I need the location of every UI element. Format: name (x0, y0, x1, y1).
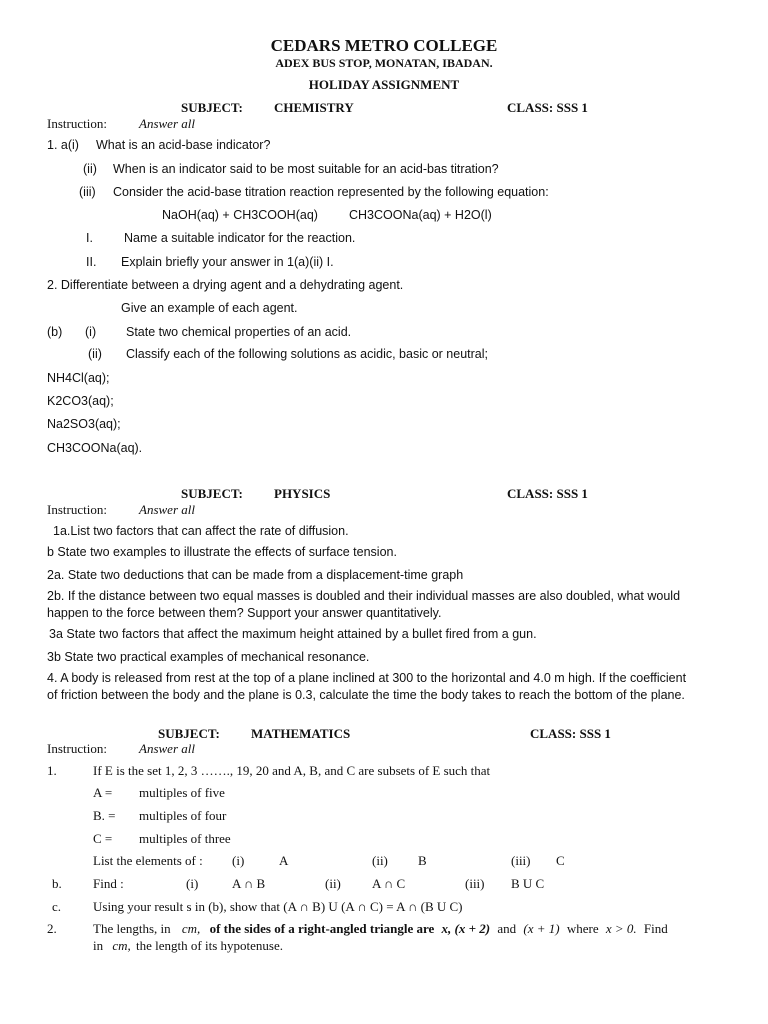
math-qb-iii-value: B U C (511, 876, 545, 891)
chem-qb-label: (b) (47, 325, 63, 339)
chem-solution-3: Na2SO3(aq); (47, 417, 121, 431)
math-q2-number: 2. (47, 921, 57, 936)
math-q2-part2: of the sides of a right-angled triangle are (209, 921, 435, 936)
chem-qI-text: Name a suitable indicator for the reaction. (124, 231, 356, 245)
math-subject-name: MATHEMATICS (251, 726, 351, 741)
math-qb-i: (i) (186, 876, 199, 891)
chem-qb-i-number: (i) (85, 325, 97, 339)
college-name: CEDARS METRO COLLEGE (270, 36, 498, 55)
phys-q2a: 2a. State two deductions that can be made from a displacement-time graph (47, 568, 464, 582)
math-q1-text: If E is the set 1, 2, 3 ……., 19, 20 and A, B, and C are subsets of E such that (93, 763, 491, 778)
math-q2-part1: The lengths, in (93, 921, 171, 936)
math-q2-condition: x > 0. (605, 921, 637, 936)
phys-subject-name: PHYSICS (274, 486, 331, 501)
chem-qII-text: Explain briefly your answer in 1(a)(ii) I. (121, 255, 334, 269)
math-q2-find: Find (643, 921, 668, 936)
math-list-ii: (ii) (372, 853, 388, 868)
math-q2-x1: (x + 1) (523, 921, 560, 936)
chem-equation-left: NaOH(aq) + CH3COOH(aq) (162, 208, 318, 222)
math-q2-line2 (93, 938, 283, 954)
phys-class: CLASS: SSS 1 (507, 486, 588, 501)
phys-q3b: 3b State two practical examples of mechanical resonance. (47, 650, 370, 664)
phys-instruction: Answer all (139, 502, 195, 517)
college-address: ADEX BUS STOP, MONATAN, IBADAN. (275, 56, 493, 70)
chem-instruction: Answer all (139, 116, 195, 131)
math-instruction: Answer all (139, 741, 195, 756)
chem-solution-1: NH4Cl(aq); (47, 371, 110, 385)
math-qb-iii: (iii) (465, 876, 485, 891)
math-q2-cm2: cm, (112, 938, 131, 953)
math-subject-label: SUBJECT: (158, 726, 220, 741)
math-set-b-label: B. = (93, 808, 116, 823)
math-set-a-label: A = (93, 785, 113, 800)
math-set-b-text: multiples of four (139, 808, 227, 823)
math-qb-i-value: A ∩ B (232, 876, 266, 891)
chem-q1-number: 1. a(i) (47, 138, 79, 152)
math-qc-number: c. (52, 899, 62, 914)
math-q2-line1 (93, 921, 668, 937)
phys-q3a: 3a State two factors that affect the maximum height attained by a bullet fired from a gun. (49, 627, 537, 641)
phys-q1a: 1a.List two factors that can affect the rate of diffusion. (53, 524, 349, 538)
chem-qII-number: II. (86, 255, 97, 269)
chem-q1iii-text: Consider the acid-base titration reaction represented by the following equation: (113, 185, 549, 199)
math-list-iii: (iii) (511, 853, 531, 868)
math-list-i: (i) (232, 853, 245, 868)
math-set-c-label: C = (93, 831, 113, 846)
math-q2-end: the length of its hypotenuse. (136, 938, 283, 953)
math-q2-x: x, (x + 2) (441, 921, 491, 936)
chem-equation-right: CH3COONa(aq) + H2O(l) (349, 208, 492, 222)
math-qb-ii: (ii) (325, 876, 341, 891)
math-instruction-label: Instruction: (47, 741, 107, 756)
phys-q1b: b State two examples to illustrate the effects of surface tension. (47, 545, 397, 559)
math-set-c-text: multiples of three (139, 831, 231, 846)
math-qc-text: Using your result s in (b), show that (A ∩ B) U (A ∩ C) = A ∩ (B U C) (93, 899, 463, 914)
math-set-a-text: multiples of five (139, 785, 225, 800)
math-q2-in: in (93, 938, 104, 953)
chem-q2-subtext: Give an example of each agent. (121, 301, 298, 315)
chem-class: CLASS: SSS 1 (507, 100, 588, 115)
chem-q1ii-text: When is an indicator said to be most suitable for an acid-bas titration? (113, 162, 499, 176)
math-list-label: List the elements of : (93, 853, 203, 868)
chem-solution-2: K2CO3(aq); (47, 394, 114, 408)
chem-q2-text: 2. Differentiate between a drying agent and a dehydrating agent. (47, 278, 404, 292)
math-qb-ii-value: A ∩ C (372, 876, 406, 891)
math-list-i-value: A (279, 853, 289, 868)
chem-qI-number: I. (86, 231, 93, 245)
chem-subject-name: CHEMISTRY (274, 100, 354, 115)
phys-instruction-label: Instruction: (47, 502, 107, 517)
chem-subject-label: SUBJECT: (181, 100, 243, 115)
assignment-title: HOLIDAY ASSIGNMENT (308, 77, 460, 92)
chem-qb-i-text: State two chemical properties of an acid. (126, 325, 352, 339)
chem-qb-ii-number: (ii) (88, 347, 102, 361)
math-q2-cm1: cm, (181, 921, 201, 936)
chem-q1iii-number: (iii) (79, 185, 96, 199)
math-class: CLASS: SSS 1 (530, 726, 611, 741)
phys-q4-line2: of friction between the body and the plane is 0.3, calculate the time the body takes to reach the bottom of the plane. (47, 688, 685, 702)
phys-q2b-line2: happen to the force between them? Support your answer quantitatively. (47, 606, 442, 620)
chem-solution-4: CH3COONa(aq). (47, 441, 143, 455)
chem-q1ii-number: (ii) (83, 162, 97, 176)
chem-q1-text: What is an acid-base indicator? (96, 138, 271, 152)
chem-qb-ii-text: Classify each of the following solutions as acidic, basic or neutral; (126, 347, 488, 361)
math-q2-where: where (566, 921, 599, 936)
math-list-ii-value: B (418, 853, 427, 868)
math-list-iii-value: C (556, 853, 565, 868)
chem-instruction-label: Instruction: (47, 116, 107, 131)
phys-q4-line1: 4. A body is released from rest at the top of a plane inclined at 300 to the horizontal and 4.0 m high. If the coefficient (47, 671, 687, 685)
math-qb-label: Find : (93, 876, 124, 891)
math-q2-and: and (497, 921, 517, 936)
phys-subject-label: SUBJECT: (181, 486, 243, 501)
math-q1-number: 1. (47, 763, 57, 778)
math-qb-number: b. (52, 876, 62, 891)
phys-q2b-line1: 2b. If the distance between two equal masses is doubled and their individual masses are also doubled, what would (47, 589, 681, 603)
